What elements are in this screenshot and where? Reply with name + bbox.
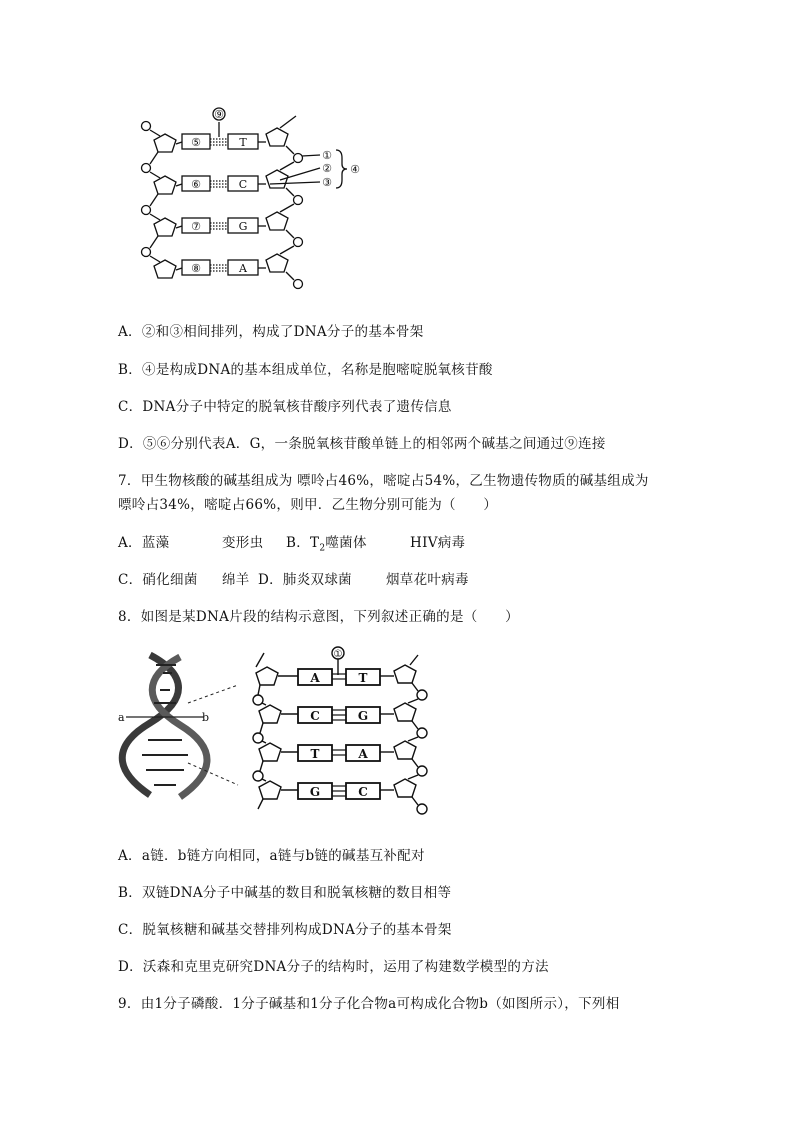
base-c: C bbox=[238, 178, 248, 191]
q8-option-d: D．沃森和克里克研究DNA分子的结构时，运用了构建数学模型的方法 bbox=[118, 959, 549, 975]
callout-3: ③ bbox=[322, 176, 332, 189]
q8-option-c: C．脱氧核糖和碱基交替排列构成DNA分子的基本骨架 bbox=[118, 922, 452, 938]
label-9: ⑨ bbox=[214, 108, 224, 121]
q7-option-a: A．蓝藻 bbox=[118, 535, 170, 551]
base-g: G bbox=[238, 220, 248, 233]
strand-a-label: a bbox=[118, 711, 125, 724]
left-base-2: C bbox=[310, 709, 320, 723]
label-5: ⑤ bbox=[191, 136, 201, 149]
q7-option-b bbox=[286, 531, 367, 554]
q8-option-b: B．双链DNA分子中碱基的数目和脱氧核糖的数目相等 bbox=[118, 885, 452, 901]
q8-left-strand bbox=[253, 653, 298, 809]
left-base-3: T bbox=[310, 747, 320, 761]
double-helix bbox=[122, 655, 238, 797]
strand-b-label: b bbox=[202, 711, 210, 724]
dna-double-helix-figure bbox=[118, 645, 448, 820]
label-8: ⑧ bbox=[191, 262, 201, 275]
q7-option-b-suffix: 噬菌体 bbox=[325, 535, 367, 551]
q7-stem-line2: 嘌呤占34%，嘧啶占66%，则甲．乙生物分别可能为（ ） bbox=[118, 497, 498, 513]
q9-stem: 9．由1分子磷酸．1分子碱基和1分子化合物a可构成化合物b（如图所示），下列相 bbox=[118, 996, 620, 1012]
label-7: ⑦ bbox=[191, 220, 201, 233]
dna-structure-figure-1 bbox=[120, 100, 380, 300]
q7-option-a-second: 变形虫 bbox=[222, 535, 264, 551]
q7-option-d-second: 烟草花叶病毒 bbox=[386, 572, 469, 588]
q8-option-a: A．a链．b链方向相同，a链与b链的碱基互补配对 bbox=[118, 848, 425, 864]
callout-2: ② bbox=[322, 162, 332, 175]
label-6: ⑥ bbox=[191, 178, 201, 191]
right-base-4: C bbox=[358, 785, 368, 799]
base-t: T bbox=[239, 136, 247, 149]
right-base-3: A bbox=[358, 747, 368, 761]
q8-right-strand bbox=[380, 655, 427, 814]
q7-option-d: D．肺炎双球菌 bbox=[258, 572, 352, 588]
left-strand bbox=[142, 122, 183, 279]
q6-option-c: C．DNA分子中特定的脱氧核苷酸序列代表了遗传信息 bbox=[118, 399, 452, 415]
base-a: A bbox=[239, 262, 247, 275]
q6-option-a: A．②和③相间排列，构成了DNA分子的基本骨架 bbox=[118, 324, 424, 340]
callout-1: ① bbox=[322, 149, 332, 162]
q7-option-b-subscript: 2 bbox=[319, 543, 326, 554]
q7-stem-line1: 7．甲生物核酸的碱基组成为 嘌呤占46%，嘧啶占54%，乙生物遗传物质的碱基组成为 bbox=[118, 473, 649, 489]
marker-1: ① bbox=[333, 649, 343, 660]
q6-option-d: D．⑤⑥分别代表A．G，一条脱氧核苷酸单链上的相邻两个碱基之间通过⑨连接 bbox=[118, 436, 606, 452]
q8-stem: 8．如图是某DNA片段的结构示意图，下列叙述正确的是（ ） bbox=[118, 609, 519, 625]
left-base-1: A bbox=[310, 671, 320, 685]
q6-option-b: B．④是构成DNA的基本组成单位，名称是胞嘧啶脱氧核苷酸 bbox=[118, 362, 493, 378]
q7-option-b-prefix: B．T bbox=[286, 535, 320, 551]
q7-option-b-second: HIV病毒 bbox=[410, 535, 466, 551]
left-base-4: G bbox=[309, 785, 321, 799]
right-base-2: G bbox=[357, 709, 369, 723]
right-base-1: T bbox=[358, 671, 368, 685]
q7-option-c: C．硝化细菌 bbox=[118, 572, 198, 588]
right-strand bbox=[258, 116, 303, 289]
brace-label-4: ④ bbox=[350, 163, 360, 176]
q7-option-c-second: 绵羊 bbox=[222, 572, 250, 588]
